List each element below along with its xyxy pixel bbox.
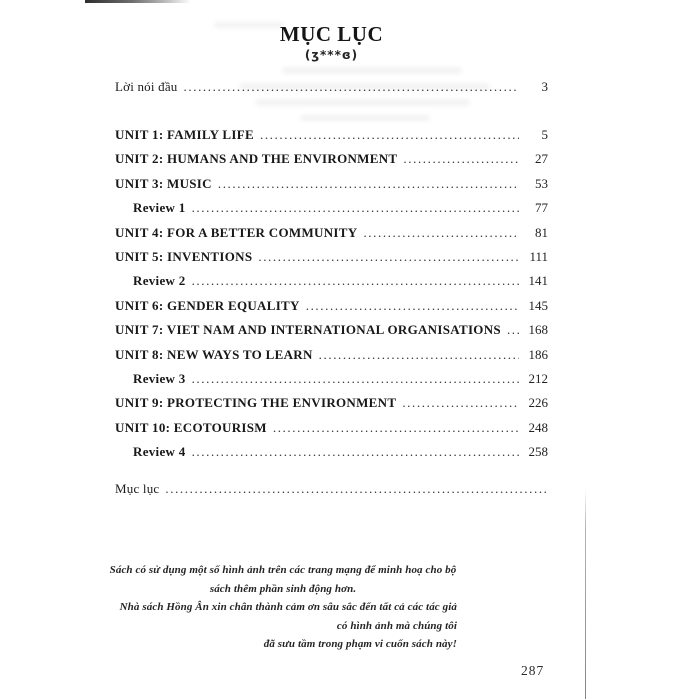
toc-entry-row: [115, 151, 548, 166]
toc-entry-page: 226: [528, 395, 548, 411]
toc-entry-page: 27: [535, 151, 548, 167]
dot-leader: [218, 176, 519, 191]
toc-entry-row: [115, 395, 548, 410]
title-ornament: (ʒ***ɞ): [304, 48, 359, 62]
toc-entry-label: UNIT 9: PROTECTING THE ENVIRONMENT: [115, 395, 397, 411]
toc-entry-page: 141: [528, 273, 548, 289]
toc-entry-label: UNIT 10: ECOTOURISM: [115, 419, 267, 435]
dot-leader: [192, 200, 519, 215]
toc-entry-label: Lời nói đầu: [115, 79, 178, 94]
toc-entry-page: 258: [528, 444, 548, 460]
toc-entry-row: [115, 298, 548, 313]
image-credit-note: [109, 561, 457, 654]
dot-leader: [319, 347, 519, 362]
toc-mucluc-row: [115, 481, 548, 496]
toc-entry-row: [115, 249, 548, 264]
toc-entry-page: 248: [528, 419, 548, 435]
toc-entry-row: [115, 225, 548, 240]
toc-entry-row: [115, 273, 548, 288]
toc-entry-page: 53: [535, 175, 548, 191]
dot-leader: [192, 371, 519, 386]
page-title: MỤC LỤC: [279, 22, 384, 46]
credit-note-line: Nhà sách Hồng Ân xin chân thành cảm ơn sâu sắc đến tất cả các tác giả có hình ảnh mà chúng tôi: [119, 601, 457, 632]
dot-leader: [165, 481, 548, 496]
dot-leader: [402, 395, 519, 410]
toc-entry-row: [115, 322, 548, 337]
toc-entry-page: 111: [529, 248, 548, 264]
scan-artifact-page-edge-line: [585, 489, 586, 699]
toc-entry-label: UNIT 8: NEW WAYS TO LEARN: [115, 346, 313, 362]
toc-entry-label: Review 2: [133, 273, 186, 289]
dot-leader: [260, 127, 519, 142]
toc-entry-label: Review 4: [133, 444, 186, 460]
credit-note-line: đã sưu tầm trong phạm vi cuốn sách này!: [263, 638, 457, 650]
toc-entry-label: UNIT 4: FOR A BETTER COMMUNITY: [115, 224, 358, 240]
toc-entry-row: [115, 347, 548, 362]
toc-preface-row: [115, 79, 548, 94]
scan-artifact-top-strip: [85, 0, 191, 3]
toc-entry-label: UNIT 1: FAMILY LIFE: [115, 127, 254, 142]
toc-entry-label: UNIT 2: HUMANS AND THE ENVIRONMENT: [115, 151, 398, 167]
dot-leader: [258, 249, 519, 264]
page-header: [115, 22, 548, 62]
dot-leader: [363, 225, 519, 240]
toc-entry-label: UNIT 5: INVENTIONS: [115, 248, 253, 264]
toc-entry-label: Mục lục: [115, 481, 160, 497]
toc-entry-row: [115, 444, 548, 459]
dot-leader: [273, 420, 519, 435]
dot-leader: [306, 298, 519, 313]
toc-entry-page: 145: [528, 297, 548, 313]
dot-leader: [403, 151, 519, 166]
toc-entry-list: [115, 127, 548, 459]
toc-entry-label: UNIT 6: GENDER EQUALITY: [115, 297, 300, 313]
toc-entry-page: 77: [535, 200, 548, 216]
toc-entry-page: 186: [528, 346, 548, 362]
toc-entry-page: 168: [528, 322, 548, 338]
toc-entry-row: [115, 127, 548, 142]
folio-page-number: 287: [521, 663, 545, 678]
toc-entry-label: Review 3: [133, 370, 186, 386]
dot-leader: [192, 444, 519, 459]
toc-entry-label: UNIT 7: VIET NAM AND INTERNATIONAL ORGANISATIONS: [115, 322, 501, 338]
toc-entry-row: [115, 371, 548, 386]
credit-note-line: Sách có sử dụng một số hình ảnh trên các trang mạng để minh hoạ cho bộ sách thêm phần sinh động hơn.: [109, 564, 457, 595]
toc-entry-page: 3: [541, 79, 548, 94]
toc-entry-row: [115, 200, 548, 215]
toc-entry-label: Review 1: [133, 200, 186, 216]
toc-entry-row: [115, 176, 548, 191]
bleedthrough-ghost: [282, 67, 462, 74]
toc-entry-page: 212: [528, 370, 548, 386]
dot-leader: [507, 322, 519, 337]
toc-entry-page: 81: [535, 224, 548, 240]
dot-leader: [184, 79, 519, 94]
toc-entry-row: [115, 420, 548, 435]
toc-entry-page: 5: [541, 127, 548, 142]
toc-entry-label: UNIT 3: MUSIC: [115, 175, 212, 191]
table-of-contents: [115, 79, 548, 505]
dot-leader: [192, 273, 519, 288]
